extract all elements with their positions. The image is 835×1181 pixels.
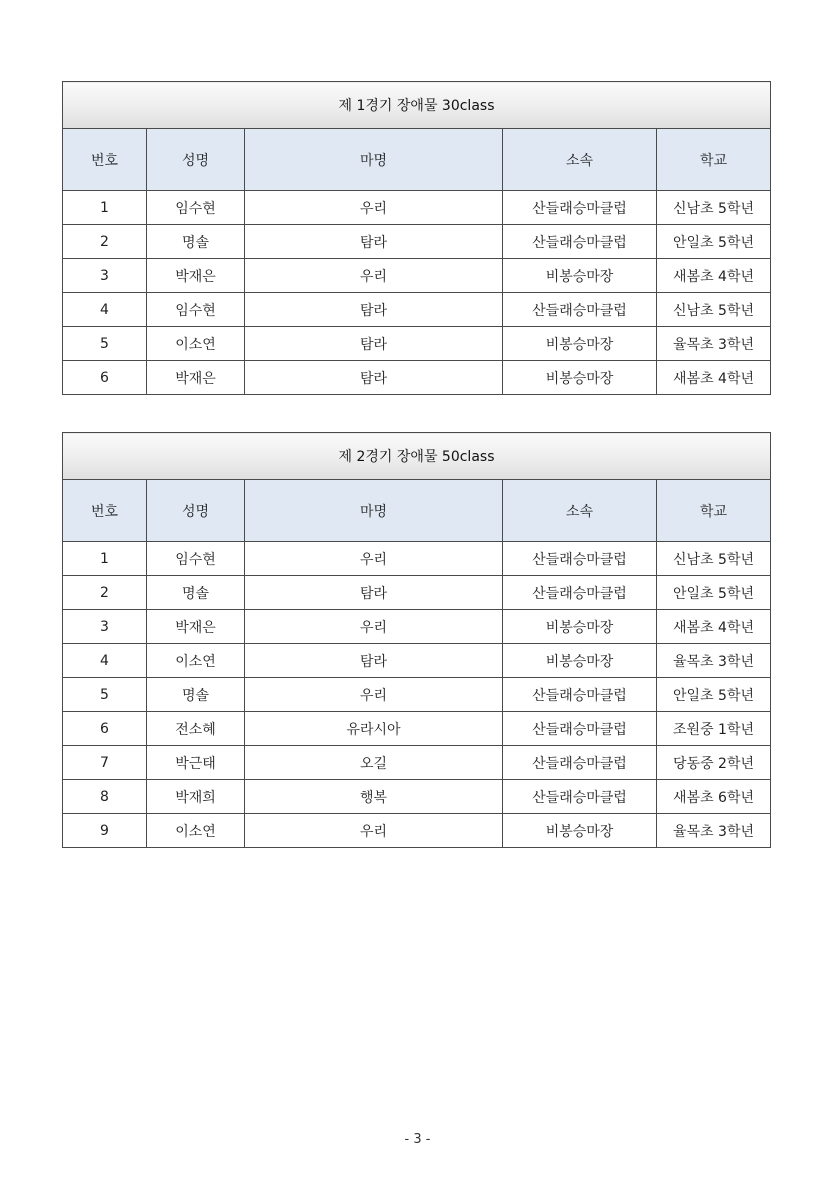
- table-title-row: [63, 82, 771, 129]
- cell-horse: 탐라: [245, 361, 503, 395]
- results-table-2: [62, 432, 771, 848]
- cell-number: 9: [63, 814, 147, 848]
- cell-affiliation: 산들래승마클럽: [503, 712, 657, 746]
- page-number: - 3 -: [404, 1132, 431, 1147]
- cell-number: 4: [63, 644, 147, 678]
- column-header-affiliation: 소속: [503, 480, 657, 542]
- table-row: [63, 259, 771, 293]
- cell-affiliation: 산들래승마클럽: [503, 542, 657, 576]
- cell-school: 신남초 5학년: [657, 293, 771, 327]
- cell-number: 4: [63, 293, 147, 327]
- cell-affiliation: 비봉승마장: [503, 610, 657, 644]
- column-header-horse: 마명: [245, 129, 503, 191]
- table-row: [63, 712, 771, 746]
- table-row: [63, 678, 771, 712]
- cell-horse: 탐라: [245, 644, 503, 678]
- cell-name: 박재은: [147, 259, 245, 293]
- cell-affiliation: 산들래승마클럽: [503, 225, 657, 259]
- cell-school: 신남초 5학년: [657, 542, 771, 576]
- cell-school: 안일초 5학년: [657, 225, 771, 259]
- table-row: [63, 293, 771, 327]
- cell-school: 안일초 5학년: [657, 678, 771, 712]
- cell-horse: 탐라: [245, 327, 503, 361]
- cell-affiliation: 산들래승마클럽: [503, 191, 657, 225]
- cell-number: 5: [63, 327, 147, 361]
- cell-affiliation: 산들래승마클럽: [503, 576, 657, 610]
- cell-school: 율목초 3학년: [657, 644, 771, 678]
- column-header-number: 번호: [63, 480, 147, 542]
- table-row: [63, 327, 771, 361]
- cell-horse: 탐라: [245, 293, 503, 327]
- table-row: [63, 814, 771, 848]
- cell-affiliation: 산들래승마클럽: [503, 293, 657, 327]
- cell-name: 이소연: [147, 644, 245, 678]
- cell-name: 박재희: [147, 780, 245, 814]
- cell-number: 1: [63, 542, 147, 576]
- column-header-school: 학교: [657, 129, 771, 191]
- cell-affiliation: 산들래승마클럽: [503, 678, 657, 712]
- column-header-horse: 마명: [245, 480, 503, 542]
- table-row: [63, 780, 771, 814]
- cell-horse: 우리: [245, 678, 503, 712]
- table-title-row: [63, 433, 771, 480]
- table-title: 제 2경기 장애물 50class: [63, 433, 771, 480]
- table-row: [63, 610, 771, 644]
- results-table-1: [62, 81, 771, 395]
- table-row: [63, 542, 771, 576]
- cell-horse: 탐라: [245, 576, 503, 610]
- cell-school: 새봄초 4학년: [657, 259, 771, 293]
- cell-school: 율목초 3학년: [657, 327, 771, 361]
- cell-number: 2: [63, 576, 147, 610]
- column-header-name: 성명: [147, 129, 245, 191]
- cell-school: 당동중 2학년: [657, 746, 771, 780]
- cell-name: 명솔: [147, 678, 245, 712]
- cell-number: 3: [63, 259, 147, 293]
- cell-school: 새봄초 4학년: [657, 610, 771, 644]
- cell-horse: 행복: [245, 780, 503, 814]
- table-title: 제 1경기 장애물 30class: [63, 82, 771, 129]
- cell-number: 7: [63, 746, 147, 780]
- cell-name: 명솔: [147, 225, 245, 259]
- cell-school: 신남초 5학년: [657, 191, 771, 225]
- cell-school: 율목초 3학년: [657, 814, 771, 848]
- cell-name: 임수현: [147, 293, 245, 327]
- cell-name: 명솔: [147, 576, 245, 610]
- cell-number: 6: [63, 712, 147, 746]
- column-header-row: [63, 129, 771, 191]
- cell-horse: 우리: [245, 191, 503, 225]
- cell-affiliation: 비봉승마장: [503, 361, 657, 395]
- cell-horse: 유라시아: [245, 712, 503, 746]
- column-header-school: 학교: [657, 480, 771, 542]
- cell-affiliation: 비봉승마장: [503, 644, 657, 678]
- table-row: [63, 746, 771, 780]
- cell-horse: 우리: [245, 814, 503, 848]
- cell-number: 5: [63, 678, 147, 712]
- cell-name: 이소연: [147, 327, 245, 361]
- column-header-row: [63, 480, 771, 542]
- cell-name: 박재은: [147, 610, 245, 644]
- cell-school: 새봄초 4학년: [657, 361, 771, 395]
- cell-affiliation: 산들래승마클럽: [503, 780, 657, 814]
- cell-school: 안일초 5학년: [657, 576, 771, 610]
- cell-school: 새봄초 6학년: [657, 780, 771, 814]
- cell-affiliation: 비봉승마장: [503, 327, 657, 361]
- column-header-number: 번호: [63, 129, 147, 191]
- cell-school: 조원중 1학년: [657, 712, 771, 746]
- cell-name: 전소혜: [147, 712, 245, 746]
- cell-horse: 우리: [245, 542, 503, 576]
- cell-horse: 오길: [245, 746, 503, 780]
- cell-horse: 우리: [245, 259, 503, 293]
- cell-horse: 탐라: [245, 225, 503, 259]
- cell-number: 1: [63, 191, 147, 225]
- cell-name: 임수현: [147, 542, 245, 576]
- cell-number: 3: [63, 610, 147, 644]
- cell-name: 박근태: [147, 746, 245, 780]
- table-row: [63, 361, 771, 395]
- table-row: [63, 191, 771, 225]
- cell-number: 8: [63, 780, 147, 814]
- cell-name: 이소연: [147, 814, 245, 848]
- cell-number: 6: [63, 361, 147, 395]
- cell-number: 2: [63, 225, 147, 259]
- cell-name: 임수현: [147, 191, 245, 225]
- cell-affiliation: 산들래승마클럽: [503, 746, 657, 780]
- column-header-affiliation: 소속: [503, 129, 657, 191]
- table-row: [63, 576, 771, 610]
- table-row: [63, 644, 771, 678]
- column-header-name: 성명: [147, 480, 245, 542]
- cell-horse: 우리: [245, 610, 503, 644]
- table-row: [63, 225, 771, 259]
- cell-affiliation: 비봉승마장: [503, 814, 657, 848]
- cell-name: 박재은: [147, 361, 245, 395]
- cell-affiliation: 비봉승마장: [503, 259, 657, 293]
